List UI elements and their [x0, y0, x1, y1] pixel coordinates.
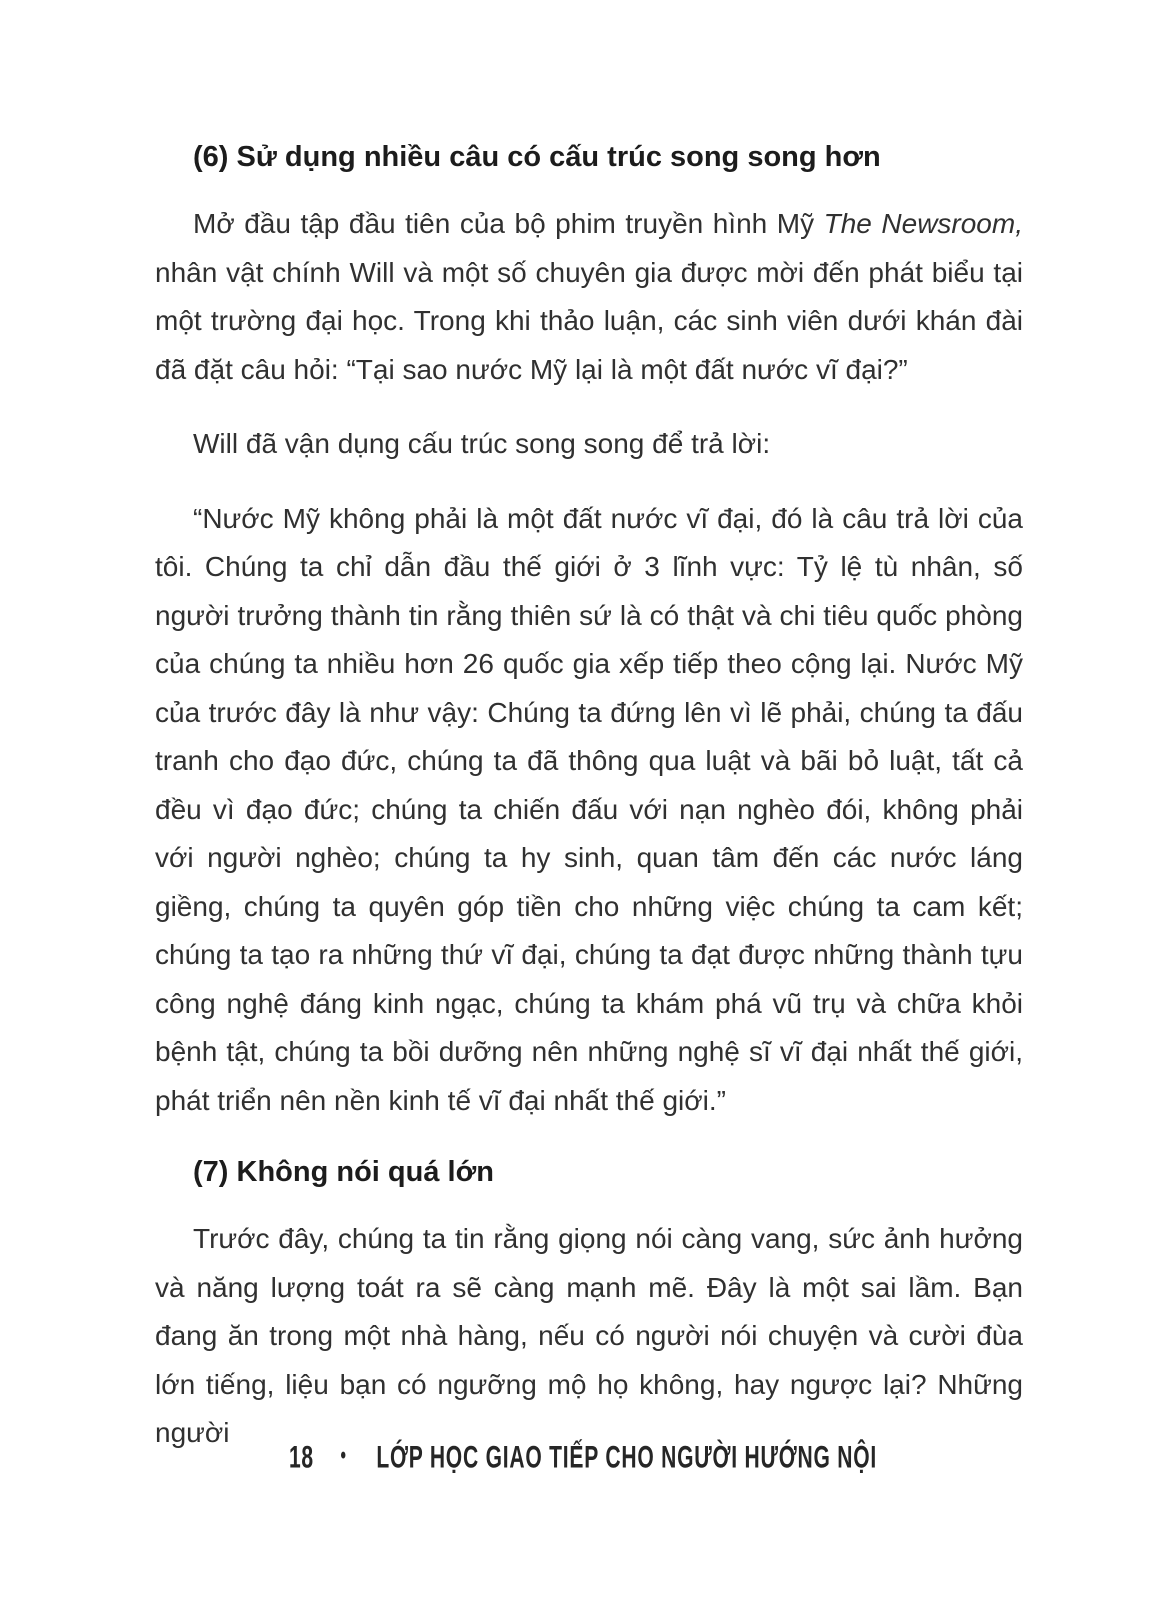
book-title: LỚP HỌC GIAO TIẾP CHO NGƯỜI HƯỚNG NỘI	[376, 1439, 878, 1475]
body-paragraph	[155, 495, 1023, 1126]
page-footer	[0, 1439, 1166, 1475]
text-run: “Nước Mỹ không phải là một đất nước vĩ đại, đó là câu trả lời của tôi. Chúng ta chỉ dẫn đầu thế giới ở 3 lĩnh vực: Tỷ lệ tù nhân, số người trưởng thành tin rằng thiên sứ là có thật và chi tiêu quốc phòng của chúng ta nhiều hơn 26 quốc gia xếp tiếp theo cộng lại. Nước Mỹ của trước đây là như vậy: Chúng ta đứng lên vì lẽ phải, chúng ta đấu tranh cho đạo đức, chúng ta đã thông qua luật và bãi bỏ luật, tất cả đều vì đạo đức; chúng ta chiến đấu với nạn nghèo đói, không phải với người nghèo; chúng ta hy sinh, quan tâm đến các nước láng giềng, chúng ta quyên góp tiền cho những việc chúng ta cam kết; chúng ta tạo ra những thứ vĩ đại, chúng ta đạt được những thành tựu công nghệ đáng kinh ngạc, chúng ta khám phá vũ trụ và chữa khỏi bệnh tật, chúng ta bồi dưỡng nên những nghệ sĩ vĩ đại nhất thế giới, phát triển nên nền kinh tế vĩ đại nhất thế giới.”	[155, 502, 1023, 1116]
text-run: nhân vật chính Will và một số chuyên gia được mời đến phát biểu tại một trường đại học. Trong khi thảo luận, các sinh viên dưới khán đài đã đặt câu hỏi: “Tại sao nước Mỹ lại là một đất nước vĩ đại?”	[155, 256, 1023, 385]
footer-line	[289, 1439, 877, 1476]
section-heading	[155, 1151, 1023, 1193]
text-run: (6) Sử dụng nhiều câu có cấu trúc song song hơn	[193, 141, 881, 173]
body-paragraph	[155, 200, 1023, 394]
text-run: Will đã vận dụng cấu trúc song song để trả lời:	[193, 428, 771, 459]
text-run: Mở đầu tập đầu tiên của bộ phim truyền hình Mỹ	[193, 208, 824, 239]
body-paragraph	[155, 1215, 1023, 1458]
page-content	[155, 136, 1023, 1484]
page-number: 18	[288, 1439, 314, 1475]
text-run: Trước đây, chúng ta tin rằng giọng nói càng vang, sức ảnh hưởng và năng lượng toát ra sẽ càng mạnh mẽ. Đây là một sai lầm. Bạn đang ăn trong một nhà hàng, nếu có người nói chuyện và cười đùa lớn tiếng, liệu bạn có ngưỡng mộ họ không, hay ngược lại? Những người	[155, 1223, 1023, 1448]
footer-bullet-icon: •	[340, 1442, 347, 1469]
text-run: (7) Không nói quá lớn	[193, 1156, 494, 1188]
italic-title-run: The Newsroom,	[823, 208, 1023, 239]
body-paragraph	[155, 420, 1023, 469]
section-heading	[155, 136, 1023, 178]
